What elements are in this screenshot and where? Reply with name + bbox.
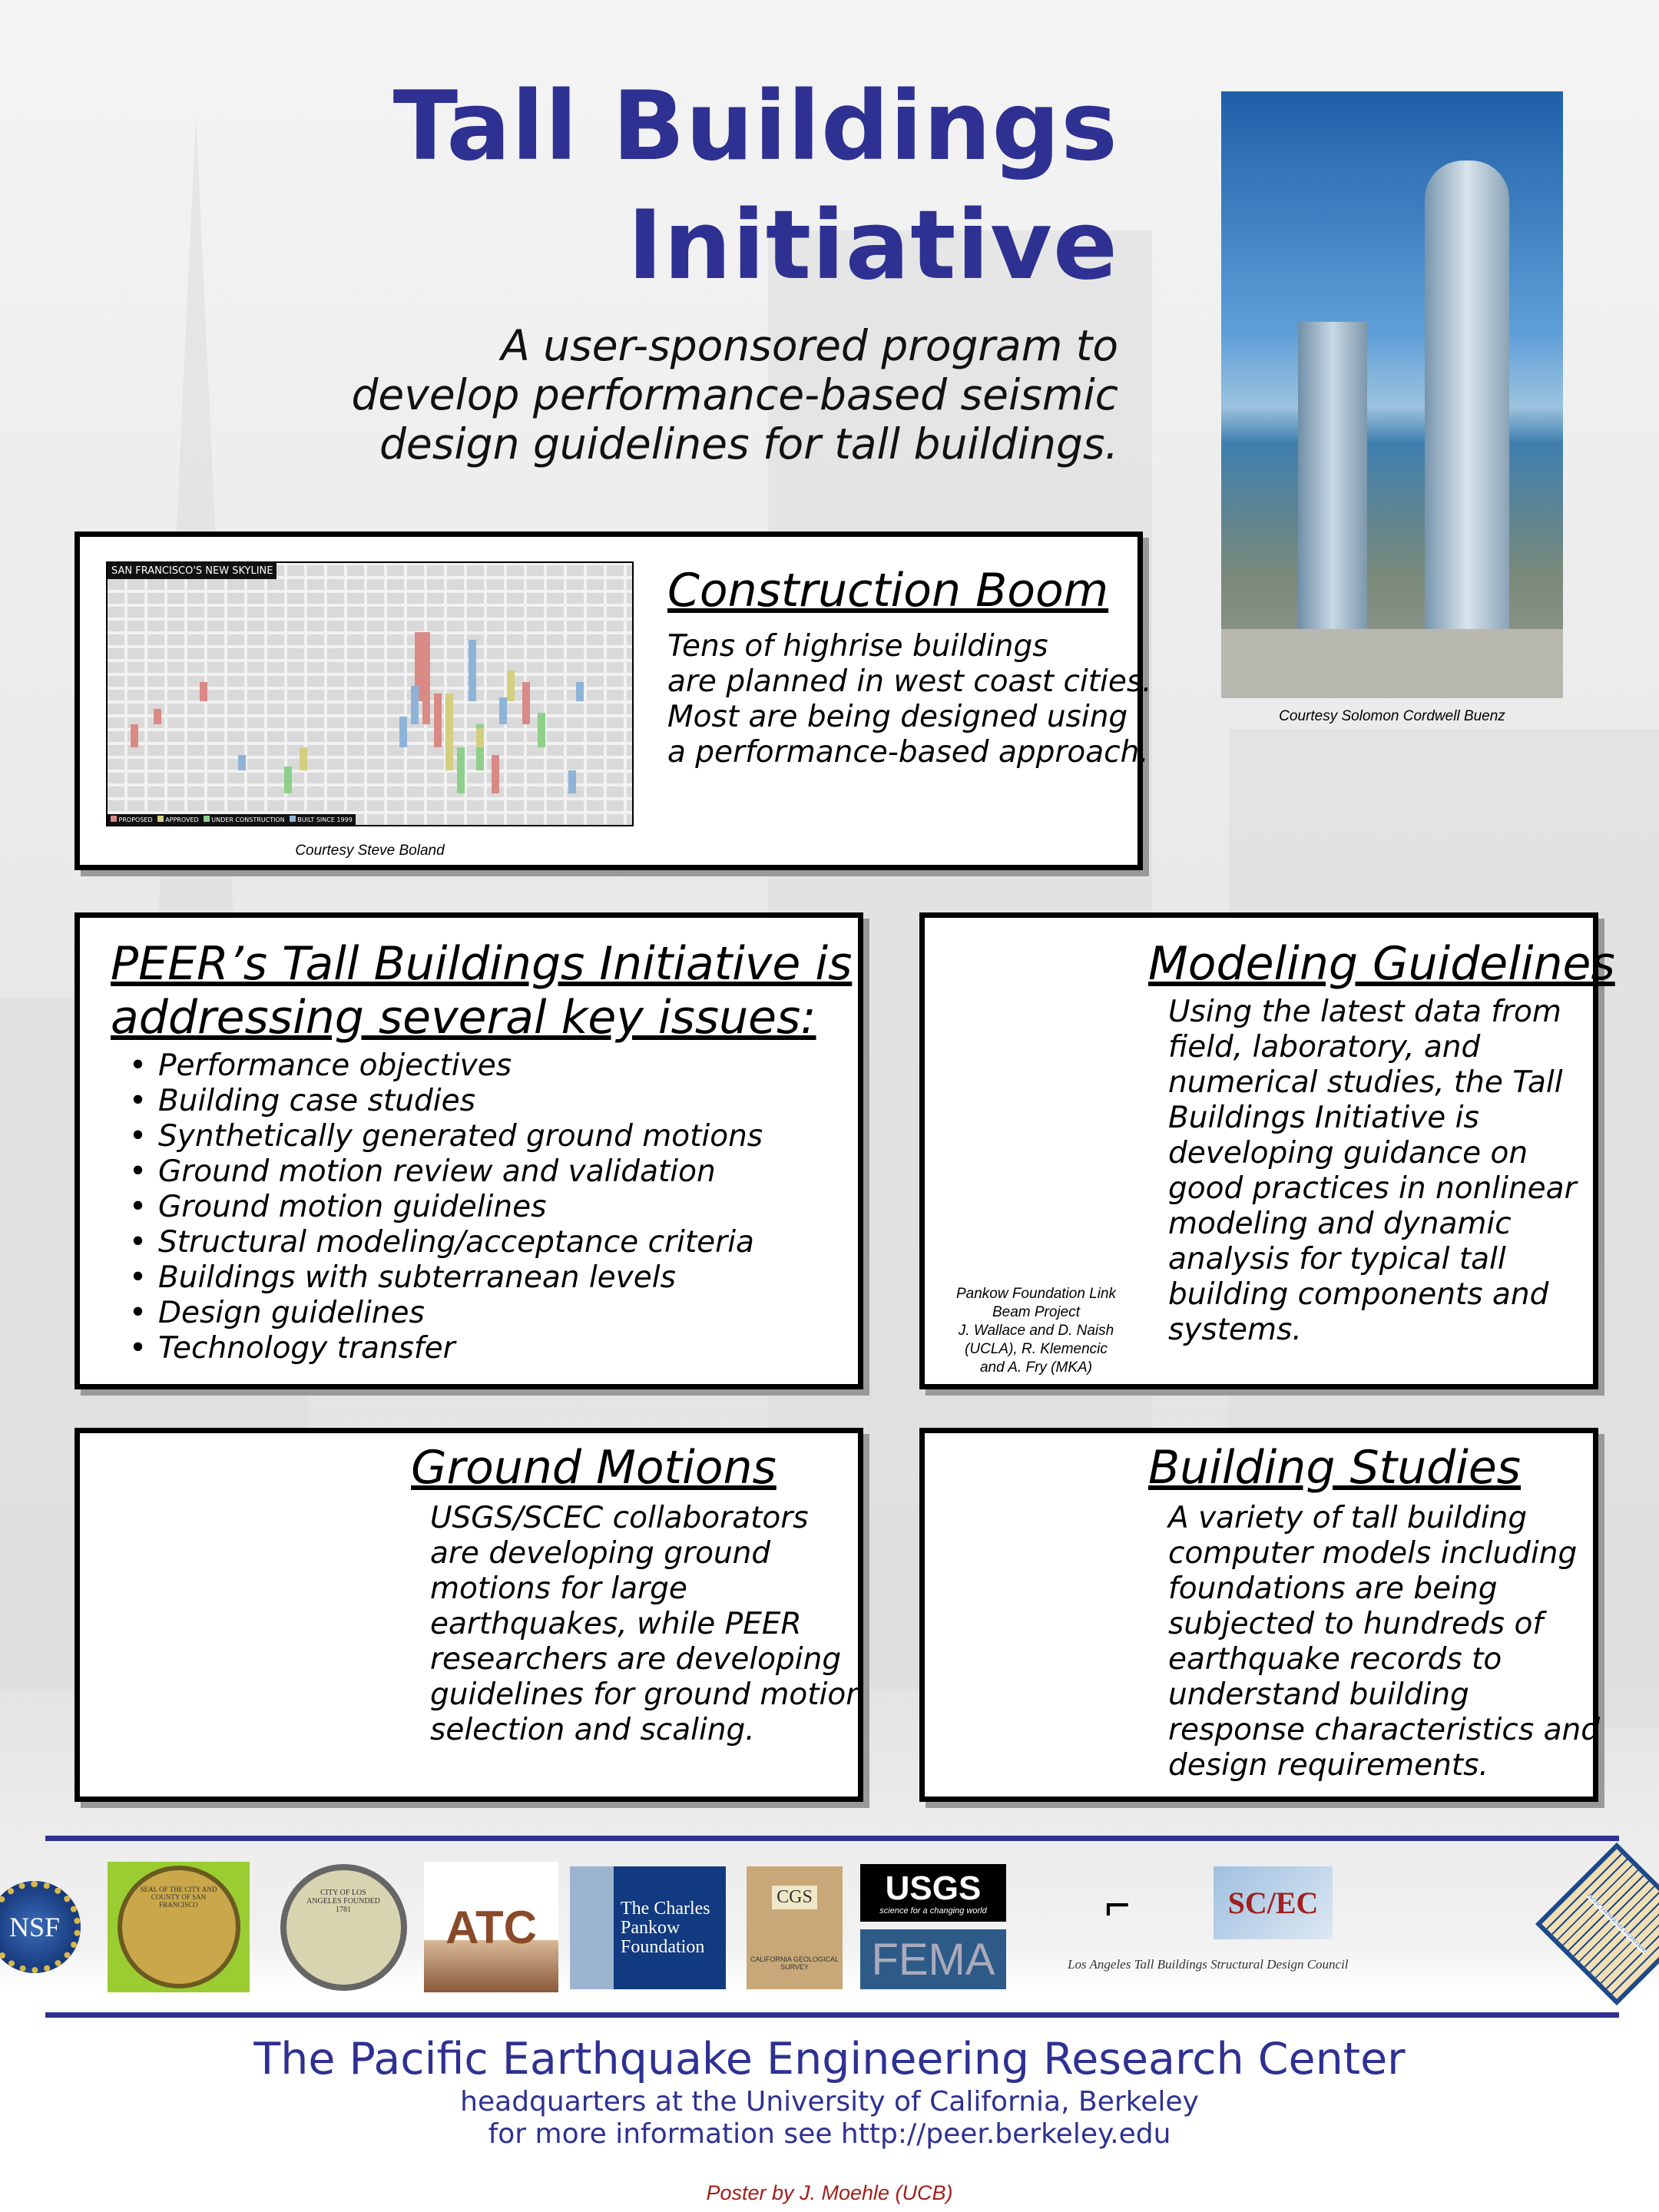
building-marker bbox=[200, 682, 207, 701]
building-marker bbox=[522, 682, 530, 724]
text-line: selection and scaling. bbox=[430, 1713, 755, 1747]
building-marker bbox=[411, 686, 419, 724]
text-line: and A. Fry (MKA) bbox=[979, 1359, 1093, 1376]
tower-right bbox=[1425, 161, 1509, 667]
legend-proposed: PROPOSED bbox=[111, 816, 153, 823]
text-line: • Design guidelines bbox=[129, 1296, 763, 1331]
latbsdc-logo-mark: ⌐ bbox=[1104, 1879, 1131, 1930]
map-title: SAN FRANCISCO'S NEW SKYLINE bbox=[108, 563, 276, 579]
key-issues-list bbox=[129, 1048, 763, 1366]
building-marker bbox=[499, 697, 507, 724]
divider-top bbox=[45, 1836, 1619, 1841]
building-marker bbox=[131, 724, 138, 747]
text-line: • Synthetically generated ground motions bbox=[129, 1119, 763, 1154]
subtitle-line: design guidelines for tall buildings. bbox=[379, 419, 1118, 469]
building-text bbox=[1168, 1501, 1600, 1783]
tower-left bbox=[1298, 322, 1367, 667]
construction-boom-panel bbox=[75, 531, 1152, 870]
modeling-heading: Modeling Guidelines bbox=[1148, 937, 1615, 991]
map-legend bbox=[108, 814, 356, 825]
skyline-map bbox=[106, 561, 634, 826]
text-line: researchers are developing bbox=[430, 1642, 842, 1677]
legend-built: BUILT SINCE 1999 bbox=[290, 816, 353, 823]
podium bbox=[1221, 629, 1563, 698]
building-marker bbox=[399, 717, 407, 747]
building-marker bbox=[507, 671, 515, 701]
los-angeles-seal-logo: CITY OF LOS ANGELES FOUNDED 1781 bbox=[278, 1862, 409, 1992]
latbsdc-logo-text: Los Angeles Tall Buildings Structural Design Council bbox=[1068, 1957, 1349, 1972]
poster-credit: Poster by J. Moehle (UCB) bbox=[706, 2181, 953, 2204]
ground-text bbox=[430, 1501, 865, 1748]
text-line: • Building case studies bbox=[129, 1084, 763, 1119]
building-marker bbox=[576, 682, 584, 701]
link-beam-caption bbox=[940, 1285, 1132, 1377]
building-marker bbox=[422, 632, 430, 724]
map-caption: Courtesy Steve Boland bbox=[295, 843, 445, 859]
text-line: computer models including bbox=[1168, 1536, 1578, 1571]
building-marker bbox=[469, 640, 476, 701]
building-heading: Building Studies bbox=[1148, 1441, 1522, 1495]
footer-info-link[interactable]: for more information see http://peer.berkeley.edu bbox=[488, 2118, 1171, 2150]
text-line: analysis for typical tall bbox=[1168, 1242, 1506, 1277]
legend-under-construction: UNDER CONSTRUCTION bbox=[204, 816, 285, 823]
construction-heading: Construction Boom bbox=[667, 564, 1109, 618]
fema-logo: FEMA bbox=[860, 1929, 1006, 1989]
text-line: Using the latest data from bbox=[1168, 995, 1561, 1029]
text-line: Beam Project bbox=[992, 1304, 1081, 1320]
text-line: design requirements. bbox=[1168, 1748, 1488, 1783]
text-line: building components and bbox=[1168, 1277, 1549, 1312]
text-line: earthquakes, while PEER bbox=[430, 1607, 802, 1641]
building-studies-panel bbox=[919, 1428, 1598, 1802]
ground-motions-panel bbox=[75, 1428, 863, 1802]
text-line: understand building bbox=[1168, 1677, 1469, 1712]
ground-heading: Ground Motions bbox=[411, 1441, 777, 1495]
text-line: Pankow Foundation Link bbox=[955, 1286, 1117, 1302]
key-issues-panel bbox=[75, 912, 863, 1389]
title-line1: Tall Buildings bbox=[392, 71, 1118, 182]
building-marker bbox=[568, 770, 576, 793]
building-marker bbox=[154, 709, 161, 724]
divider-bottom bbox=[45, 2012, 1619, 2018]
text-line: The Charles Pankow Foundation bbox=[621, 1898, 710, 1957]
text-line: foundations are being bbox=[1168, 1571, 1498, 1606]
scec-logo: SC/EC bbox=[1214, 1866, 1333, 1939]
subtitle-line: A user-sponsored program to bbox=[501, 321, 1118, 370]
nsf-logo: NSF bbox=[0, 1862, 84, 1992]
building-marker bbox=[445, 694, 453, 770]
san-francisco-seal-logo: SEAL OF THE CITY AND COUNTY OF SAN FRANCISCO bbox=[108, 1862, 250, 1992]
text-line: are developing ground bbox=[430, 1536, 771, 1571]
text-line: • Ground motion guidelines bbox=[129, 1190, 763, 1225]
legend-approved: APPROVED bbox=[157, 816, 199, 823]
text-line: A variety of tall building bbox=[1168, 1501, 1528, 1535]
building-marker bbox=[238, 755, 246, 770]
text-line: USGS/SCEC collaborators bbox=[430, 1501, 809, 1535]
building-marker bbox=[492, 755, 499, 793]
tower-rendering-photo bbox=[1221, 91, 1563, 698]
text-line: numerical studies, the Tall bbox=[1168, 1065, 1563, 1100]
building-marker bbox=[476, 728, 484, 747]
building-marker bbox=[434, 694, 442, 747]
construction-text: Tens of highrise buildings are planned in west coast cities. Most are being designed using a performance-based approach. bbox=[667, 629, 1152, 770]
building-marker bbox=[457, 747, 465, 793]
text-line: Buildings Initiative is bbox=[1168, 1101, 1479, 1135]
text-line: systems. bbox=[1168, 1313, 1302, 1347]
text-line: response characteristics and bbox=[1168, 1713, 1600, 1747]
text-line: earthquake records to bbox=[1168, 1642, 1502, 1677]
text-line: (UCLA), R. Klemencic bbox=[965, 1341, 1108, 1357]
footer-headquarters: headquarters at the University of California, Berkeley bbox=[460, 2086, 1199, 2118]
building-marker bbox=[300, 747, 307, 770]
text-line: good practices in nonlinear bbox=[1168, 1171, 1577, 1206]
atc-logo: ATC bbox=[424, 1862, 558, 1992]
modeling-guidelines-panel bbox=[919, 912, 1615, 1389]
text-line: guidelines for ground motion bbox=[430, 1677, 865, 1712]
text-line: • Technology transfer bbox=[129, 1331, 763, 1366]
photo-caption: Courtesy Solomon Cordwell Buenz bbox=[1279, 708, 1505, 724]
text-line: motions for large bbox=[430, 1571, 687, 1606]
peer-logo: PACIFIC EARTHQUAKE ENGINEERING bbox=[1535, 1843, 1659, 2005]
key-issues-heading: PEER’s Tall Buildings Initiative is addressing several key issues: bbox=[111, 937, 853, 1045]
text-line: subjected to hundreds of bbox=[1168, 1607, 1544, 1641]
footer-center-name: The Pacific Earthquake Engineering Research Center bbox=[253, 2034, 1406, 2085]
text-line: • Ground motion review and validation bbox=[129, 1154, 763, 1190]
text-line: modeling and dynamic bbox=[1168, 1207, 1512, 1241]
building-marker bbox=[284, 767, 292, 793]
cgs-logo: CGS CALIFORNIA GEOLOGICAL SURVEY bbox=[747, 1866, 843, 1989]
text-line: • Performance objectives bbox=[129, 1048, 763, 1084]
text-line: developing guidance on bbox=[1168, 1136, 1528, 1171]
text-line: J. Wallace and D. Naish bbox=[958, 1323, 1114, 1339]
title-line2: Initiative bbox=[627, 190, 1118, 301]
text-line: • Structural modeling/acceptance criteria bbox=[129, 1225, 763, 1260]
text-line: • Buildings with subterranean levels bbox=[129, 1260, 763, 1296]
subtitle bbox=[273, 321, 1118, 469]
building-marker bbox=[538, 713, 545, 747]
usgs-logo: USGS science for a changing world bbox=[860, 1864, 1006, 1922]
subtitle-line: develop performance-based seismic bbox=[351, 370, 1118, 419]
pankow-foundation-logo bbox=[570, 1866, 726, 1989]
text-line: field, laboratory, and bbox=[1168, 1030, 1481, 1065]
modeling-text bbox=[1168, 995, 1577, 1348]
